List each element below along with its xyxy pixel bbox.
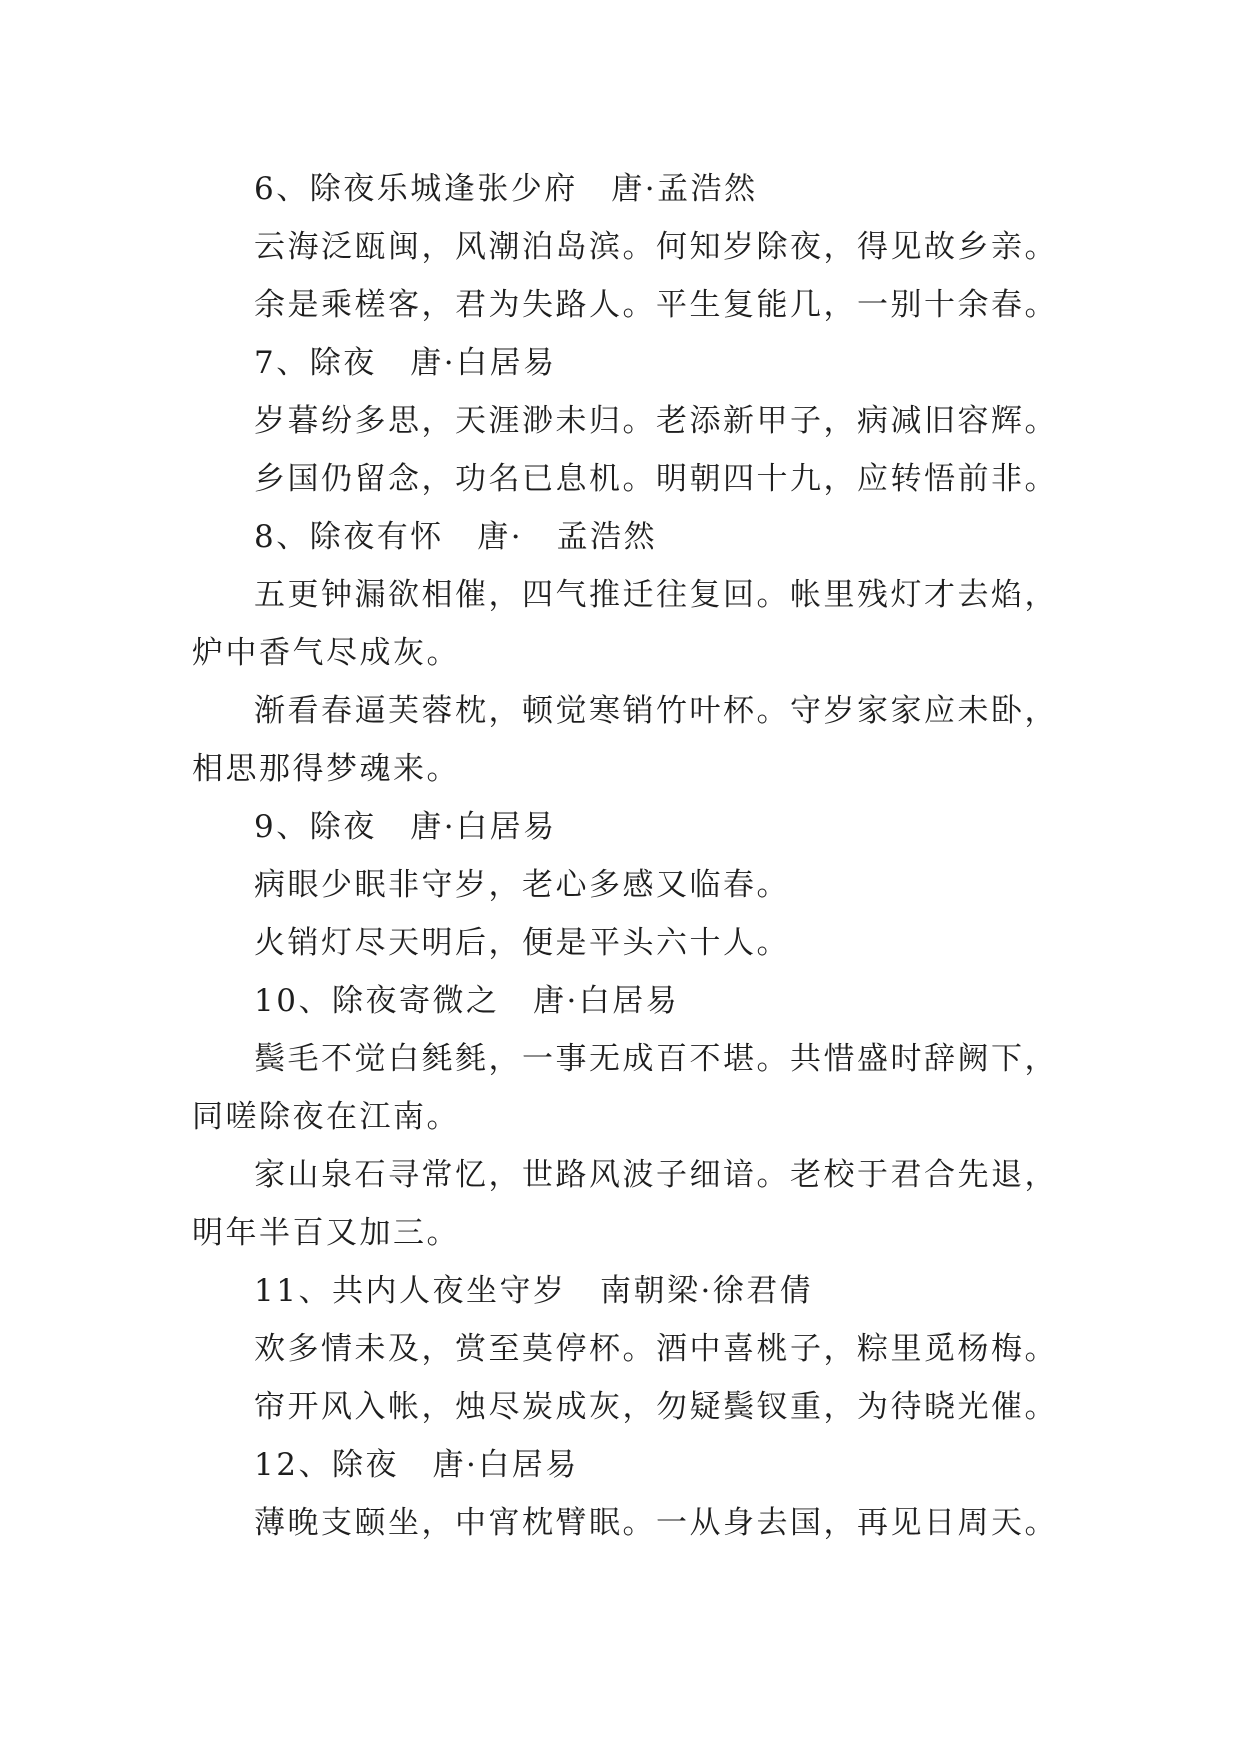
text-line: 11、共内人夜坐守岁 南朝梁·徐君倩 bbox=[254, 1273, 814, 1309]
text-line: 薄晚支颐坐，中宵枕臂眠。一从身去国，再见日周天。 bbox=[254, 1505, 1058, 1541]
text-line: 余是乘槎客，君为失路人。平生复能几，一别十余春。 bbox=[254, 287, 1058, 323]
text-line: 同嗟除夜在江南。 bbox=[192, 1099, 460, 1135]
text-line: 相思那得梦魂来。 bbox=[192, 751, 460, 787]
text-line: 帘开风入帐，烛尽炭成灰，勿疑鬓钗重，为待晓光催。 bbox=[254, 1389, 1058, 1425]
text-line: 欢多情未及，赏至莫停杯。酒中喜桃子，粽里觅杨梅。 bbox=[254, 1331, 1058, 1367]
text-line: 家山泉石寻常忆，世路风波子细谙。老校于君合先退， bbox=[254, 1157, 1058, 1193]
text-line: 明年半百又加三。 bbox=[192, 1215, 460, 1251]
text-line: 炉中香气尽成灰。 bbox=[192, 635, 460, 671]
text-line: 云海泛瓯闽，风潮泊岛滨。何知岁除夜，得见故乡亲。 bbox=[254, 229, 1058, 265]
text-line: 病眼少眠非守岁，老心多感又临春。 bbox=[254, 867, 790, 903]
text-line: 7、除夜 唐·白居易 bbox=[254, 345, 557, 381]
text-line: 鬓毛不觉白毵毵，一事无成百不堪。共惜盛时辞阙下， bbox=[254, 1041, 1058, 1077]
text-line: 9、除夜 唐·白居易 bbox=[254, 809, 557, 845]
text-line: 12、除夜 唐·白居易 bbox=[254, 1447, 579, 1483]
text-line: 五更钟漏欲相催，四气推迁往复回。帐里残灯才去焰， bbox=[254, 577, 1058, 613]
poem-text-block bbox=[192, 160, 1072, 1552]
text-line: 火销灯尽天明后，便是平头六十人。 bbox=[254, 925, 790, 961]
text-line: 乡国仍留念，功名已息机。明朝四十九，应转悟前非。 bbox=[254, 461, 1058, 497]
text-line: 6、除夜乐城逢张少府 唐·孟浩然 bbox=[254, 171, 758, 207]
text-line: 岁暮纷多思，天涯渺未归。老添新甲子，病减旧容辉。 bbox=[254, 403, 1058, 439]
text-line: 10、除夜寄微之 唐·白居易 bbox=[254, 983, 680, 1019]
text-line: 渐看春逼芙蓉枕，顿觉寒销竹叶杯。守岁家家应未卧， bbox=[254, 693, 1058, 729]
text-line: 8、除夜有怀 唐· 孟浩然 bbox=[254, 519, 658, 555]
